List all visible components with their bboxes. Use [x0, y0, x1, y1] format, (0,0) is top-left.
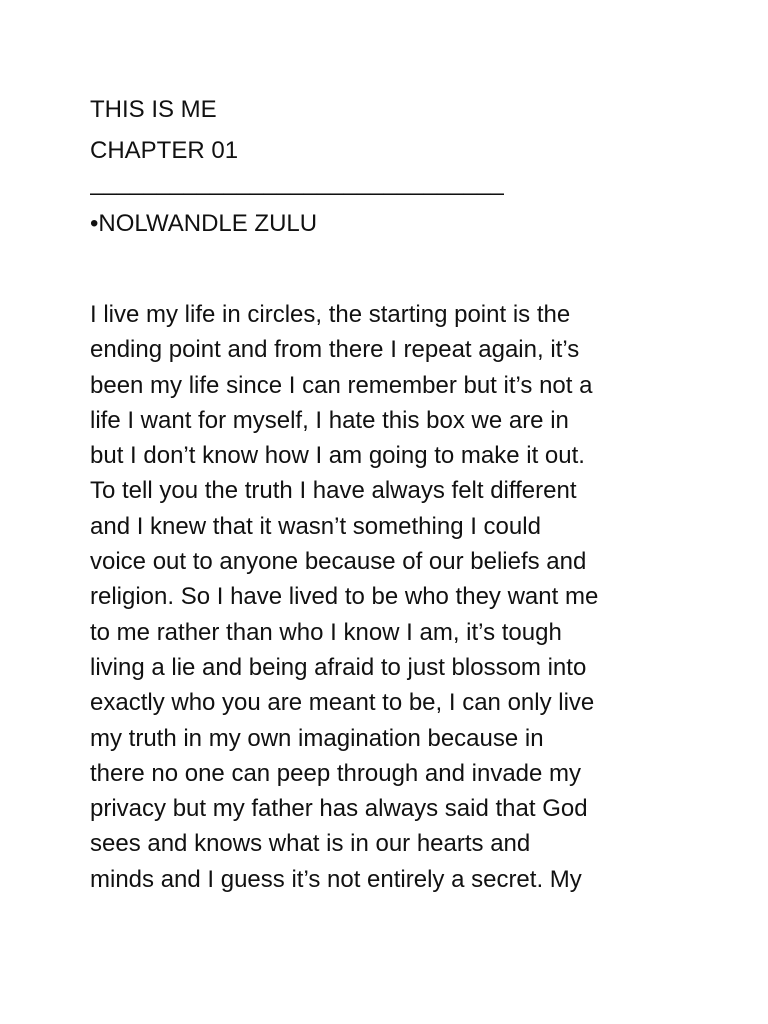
body-line: voice out to anyone because of our beliefs and [90, 548, 587, 576]
body-line: to me rather than who I know I am, it’s tough [90, 618, 562, 646]
body-line: minds and I guess it’s not entirely a secret. My [90, 865, 582, 893]
author-name: •NOLWANDLE ZULU [90, 210, 318, 237]
document-page [90, 92, 690, 897]
body-line: but I don’t know how I am going to make it out. [90, 442, 585, 470]
separator-rule: _______________________________ [90, 169, 504, 196]
document-title: THIS IS ME [90, 96, 217, 123]
body-line: living a lie and being afraid to just blossom into [90, 653, 587, 681]
body-line: sees and knows what is in our hearts and [90, 830, 531, 858]
chapter-heading: CHAPTER 01 [90, 137, 239, 164]
body-line: been my life since I can remember but it’s not a [90, 371, 593, 399]
body-line: life I want for myself, I hate this box we are in [90, 406, 569, 434]
body-line: and I knew that it wasn’t something I could [90, 512, 541, 540]
body-line: To tell you the truth I have always felt different [90, 477, 577, 505]
body-line: I live my life in circles, the starting point is the [90, 301, 571, 328]
body-line: exactly who you are meant to be, I can only live [90, 689, 595, 717]
body-paragraph [90, 297, 690, 897]
body-line: there no one can peep through and invade my [90, 759, 582, 787]
body-line: my truth in my own imagination because in [90, 724, 544, 752]
body-line: ending point and from there I repeat again, it’s [90, 336, 580, 364]
body-line: privacy but my father has always said that God [90, 795, 588, 823]
body-line: religion. So I have lived to be who they want me [90, 583, 599, 611]
